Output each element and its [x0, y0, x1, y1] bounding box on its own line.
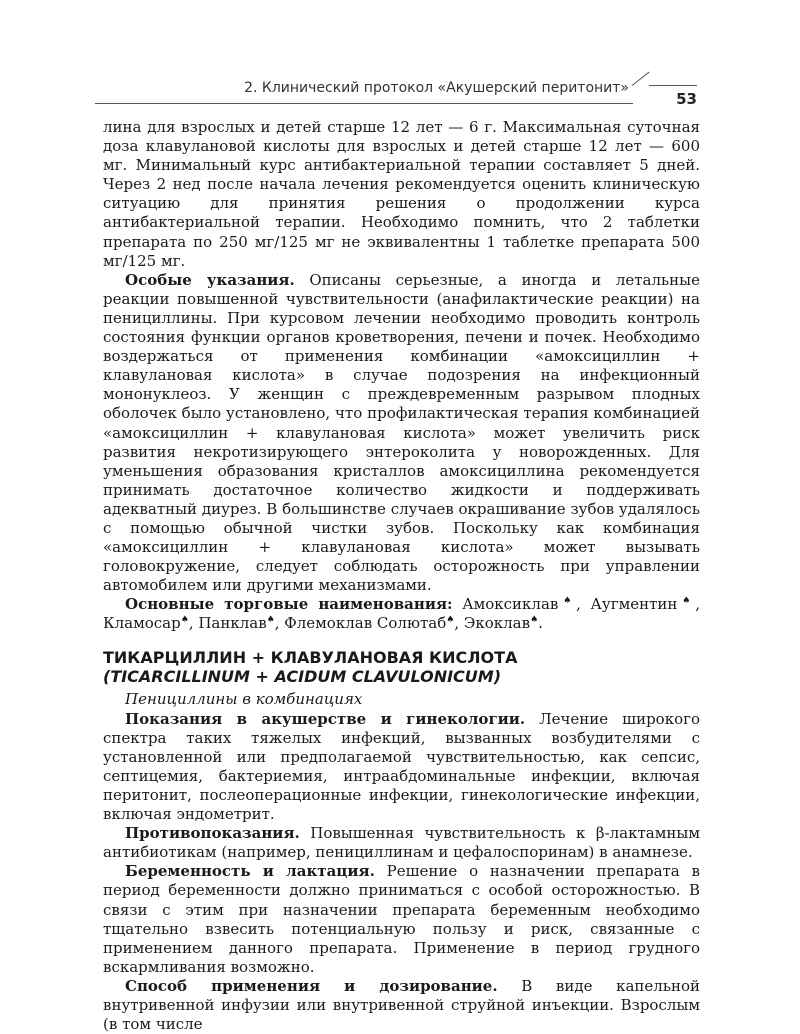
trade-name: , Аугментин: [576, 595, 678, 614]
running-header-title: 2. Клинический протокол «Акушерский перитонит»: [244, 80, 629, 96]
header-rule-top: [649, 85, 697, 86]
drug-name: ТИКАРЦИЛЛИН + КЛАВУЛАНОВАЯ КИСЛОТА: [103, 647, 518, 667]
paragraph-indications: [103, 710, 700, 825]
indications-text: Лечение широкого спектра таких тяжелых инфекций, вызванных возбудителями с установленной или предполагаемой чувствительностью, как сепсис, септицемия, бактериемия, интраабдоминальные инфекции, включая перитонит, послеоперационные инфекции, гинекологические инфекции, включая эндометрит.: [103, 709, 700, 824]
trade-name: Амоксиклав: [452, 595, 559, 614]
trade-name: , Флемоклав Солютаб: [274, 614, 447, 633]
paragraph-pregnancy: [103, 862, 700, 977]
pregnancy-text: Решение о назначении препарата в период беременности должно приниматься с особой осторожностью. В связи с этим при назначении препарата беременным необходимо тщательно взвесить потенциальную пользу и риск, связанные с применением данного препарата. Применение в период грудного вскармливания возможно.: [103, 862, 700, 976]
paragraph-special-notes: [103, 271, 700, 596]
dosing-label: Способ применения и дозирование.: [125, 976, 498, 995]
drug-group: Пенициллины в комбинациях: [125, 689, 363, 708]
registered-mark-icon: ♠: [180, 615, 189, 626]
registered-mark-icon: ♠: [530, 615, 539, 626]
special-notes-text: Описаны серьезные, а иногда и летальные реакции повышенной чувствительности (анафилактические реакции) на пенициллины. При курсовом лечении необходимо проводить контроль состояния функции органов кроветворения, печени и почек. Необходимо воздержаться от применения комбинации «амоксициллин + клавулановая кислота» в случае подозрения на инфекционный мононуклеоз. У женщин с преждевременным разрывом плодных оболочек было установлено, что профилактическая терапия комбинацией «амоксициллин + клавулановая кислота» может увеличить риск развития некротизирующего энтероколита у новорожденных. Для уменьшения образования кристаллов амоксициллина рекомендуется принимать достаточное количество жидкости и поддерживать адекватный диурез. В большинстве случаев окрашивание зубов удалялось с помощью обычной чистки зубов. Поскольку как комбинация «амоксициллин + клавулановая кислота» может вызывать головокружение, следует соблюдать осторожность при управлении автомобилем или другими механизмами.: [103, 270, 700, 595]
paragraph-contraindications: [103, 824, 700, 862]
trade-name: , Панклав: [188, 614, 267, 633]
drug-latin-name: (TICARCILLINUM + ACIDUM CLAVULONICUM): [103, 666, 502, 686]
drug-heading: [103, 648, 700, 686]
registered-mark-icon: ♠: [446, 615, 455, 626]
trade-name: , Кламосар: [103, 595, 700, 633]
paragraph-dosing: [103, 977, 700, 1034]
registered-mark-icon: ♠: [266, 615, 275, 626]
contraindications-label: Противопоказания.: [125, 824, 300, 843]
trade-names-label: Основные торговые наименования:: [125, 595, 453, 614]
indications-label: Показания в акушерстве и гинекологии.: [125, 709, 526, 728]
trade-name: , Экоклав: [454, 614, 531, 633]
paragraph-trade-names: [103, 595, 700, 633]
special-notes-label: Особые указания.: [125, 270, 295, 289]
paragraph-dosage-continued: лина для взрослых и детей старше 12 лет — 6 г. Максимальная суточная доза клавулановой кислоты для взрослых и детей старше 12 лет — 600 мг. Минимальный курс антибактериальной терапии составляет 5 дней. Через 2 нед после начала лечения рекомендуется оценить клиническую ситуацию для принятия решения о продолжении курса антибактериальной терапии. Необходимо помнить, что 2 таблетки препарата по 250 мг/125 мг не эквивалентны 1 таблетке препарата 500 мг/125 мг.: [103, 118, 700, 270]
contraindications-text: Повышенная чувствительность к β-лактамным антибиотикам (например, пенициллинам и цефалоспоринам) в анамнезе.: [103, 824, 700, 862]
page-number: 53: [676, 90, 697, 108]
pregnancy-label: Беременность и лактация.: [125, 862, 375, 881]
trade-names-end: .: [538, 614, 543, 633]
dosing-text: В виде капельной внутривенной инфузии или внутривенной струйной инъекции. Взрослым (в том числе: [103, 976, 701, 1034]
registered-mark-icon: ♠: [677, 596, 696, 607]
registered-mark-icon: ♠: [558, 596, 577, 607]
header-rule-slant: [632, 72, 650, 86]
page-body: [103, 118, 700, 1034]
header-rule: [95, 103, 633, 104]
